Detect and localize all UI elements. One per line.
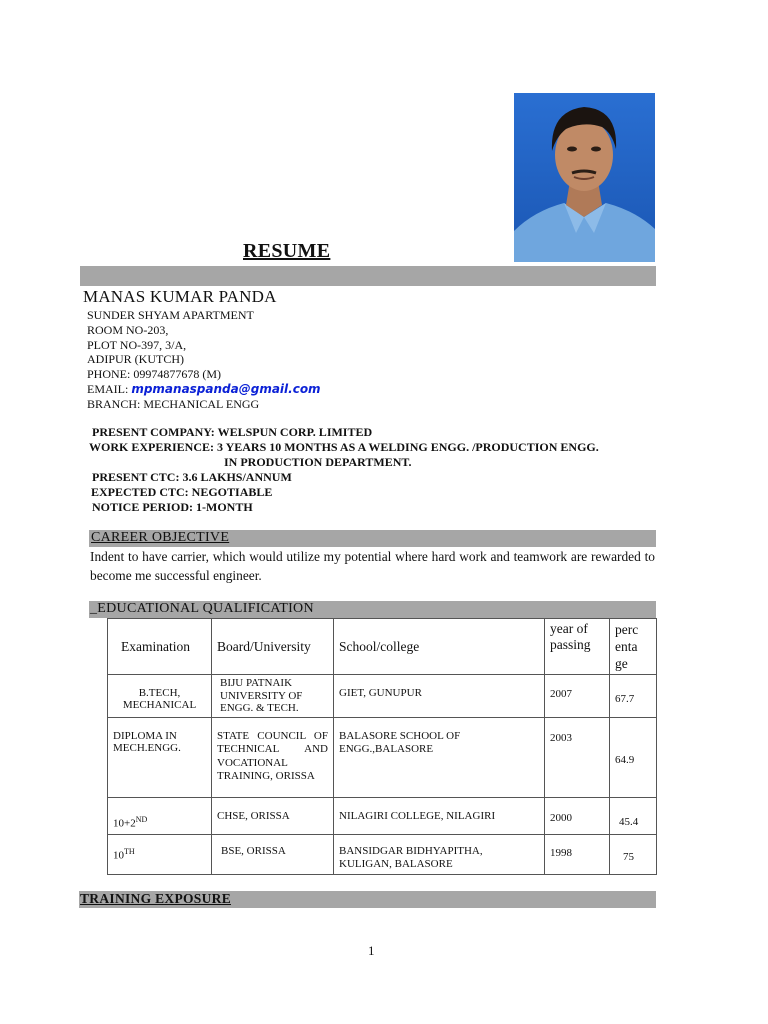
address-line: ROOM NO-203,	[87, 322, 169, 337]
cell-board	[212, 675, 334, 718]
present-company: PRESENT COMPANY: WELSPUN CORP. LIMITED	[92, 425, 373, 439]
table-header-row	[108, 619, 657, 675]
phone: PHONE: 09974877678 (M)	[87, 367, 221, 382]
cell-board: CHSE, ORISSA	[212, 797, 334, 834]
cell-text: 10+2	[113, 817, 136, 830]
address-line: ADIPUR (KUTCH)	[87, 352, 184, 367]
cell-line: VOCATIONAL	[217, 756, 288, 769]
cell-line: STATE COUNCIL OF	[217, 729, 328, 742]
education-heading: _EDUCATIONAL QUALIFICATION	[90, 601, 314, 616]
cell-superscript: ND	[135, 814, 148, 824]
cell-line: BALASORE SCHOOL OF	[339, 729, 461, 742]
header-school: School/college	[334, 619, 545, 675]
cell-line: MECH.ENGG.	[113, 741, 181, 754]
cell-line: ENGG.,BALASORE	[339, 743, 434, 755]
cell-percentage: 45.4	[610, 797, 657, 834]
header-perc-line: ge	[615, 656, 628, 671]
cell-line: UNIVERSITY OF	[220, 689, 303, 702]
cell-school: NILAGIRI COLLEGE, NILAGIRI	[334, 797, 545, 834]
cell-line: ENGG. & TECH.	[220, 702, 299, 714]
cell-text: 10	[113, 849, 124, 862]
training-heading: TRAINING EXPOSURE	[80, 891, 231, 906]
resume-title: RESUME	[243, 240, 331, 262]
email-label: EMAIL:	[87, 381, 132, 396]
present-ctc: PRESENT CTC: 3.6 LAKHS/ANNUM	[92, 470, 292, 484]
work-experience: WORK EXPERIENCE: 3 YEARS 10 MONTHS AS A WELDING ENGG. /PRODUCTION ENGG.	[89, 440, 599, 454]
career-objective-heading: CAREER OBJECTIVE	[91, 530, 230, 545]
cell-year: 2007	[545, 675, 610, 718]
cell-percentage: 67.7	[610, 675, 657, 718]
header-year-line: year of	[550, 621, 588, 636]
cell-examination	[108, 797, 212, 834]
cell-line: DIPLOMA IN	[113, 729, 177, 742]
cell-school	[334, 717, 545, 797]
profile-photo-image	[514, 93, 655, 262]
header-year	[545, 619, 610, 675]
cell-line: BIJU PATNAIK	[220, 677, 293, 689]
cell-examination	[108, 834, 212, 874]
work-experience-cont: IN PRODUCTION DEPARTMENT.	[224, 455, 412, 469]
header-perc-line: perc	[615, 622, 639, 637]
cell-year: 1998	[545, 834, 610, 874]
page-number: 1	[368, 943, 375, 958]
cell-line: B.TECH,	[138, 687, 181, 699]
title-bar	[80, 266, 656, 286]
cell-line: MECHANICAL	[122, 699, 197, 711]
cell-line: TRAINING, ORISSA	[217, 770, 315, 782]
applicant-name: MANAS KUMAR PANDA	[83, 287, 277, 306]
cell-examination	[108, 717, 212, 797]
cell-board: BSE, ORISSA	[212, 834, 334, 874]
career-objective-text: Indent to have carrier, which would utilize my potential where hard work and teamwork are rewarded to become me successful engineer.	[90, 549, 655, 583]
cell-line: BANSIDGAR BIDHYAPITHA,	[339, 844, 483, 857]
address-line: PLOT NO-397, 3/A,	[87, 337, 187, 352]
profile-photo	[514, 93, 655, 262]
cell-percentage: 75	[610, 834, 657, 874]
cell-school: GIET, GUNUPUR	[334, 675, 545, 718]
cell-board	[212, 717, 334, 797]
table-row	[108, 717, 657, 797]
address-line: SUNDER SHYAM APARTMENT	[87, 308, 254, 322]
expected-ctc: EXPECTED CTC: NEGOTIABLE	[91, 485, 273, 499]
education-table	[107, 618, 657, 875]
cell-percentage: 64.9	[610, 717, 657, 797]
header-percentage	[610, 619, 657, 675]
cell-year: 2003	[545, 717, 610, 797]
header-year-line: passing	[550, 637, 591, 652]
table-row	[108, 675, 657, 718]
branch: BRANCH: MECHANICAL ENGG	[87, 396, 260, 411]
table-row	[108, 834, 657, 874]
header-perc-line: enta	[615, 639, 638, 654]
cell-examination	[108, 675, 212, 718]
header-board: Board/University	[212, 619, 334, 675]
email-link[interactable]: mpmanaspanda@gmail.com	[131, 381, 321, 396]
contact-block	[87, 308, 321, 412]
cell-superscript: TH	[124, 846, 135, 856]
cell-year: 2000	[545, 797, 610, 834]
cell-line: TECHNICAL AND	[217, 743, 328, 755]
email-line	[87, 382, 321, 397]
cell-line: KULIGAN, BALASORE	[339, 858, 453, 870]
cell-school	[334, 834, 545, 874]
present-details	[89, 425, 599, 515]
header-examination: Examination	[108, 619, 212, 675]
table-row	[108, 797, 657, 834]
notice-period: NOTICE PERIOD: 1-MONTH	[92, 500, 253, 514]
